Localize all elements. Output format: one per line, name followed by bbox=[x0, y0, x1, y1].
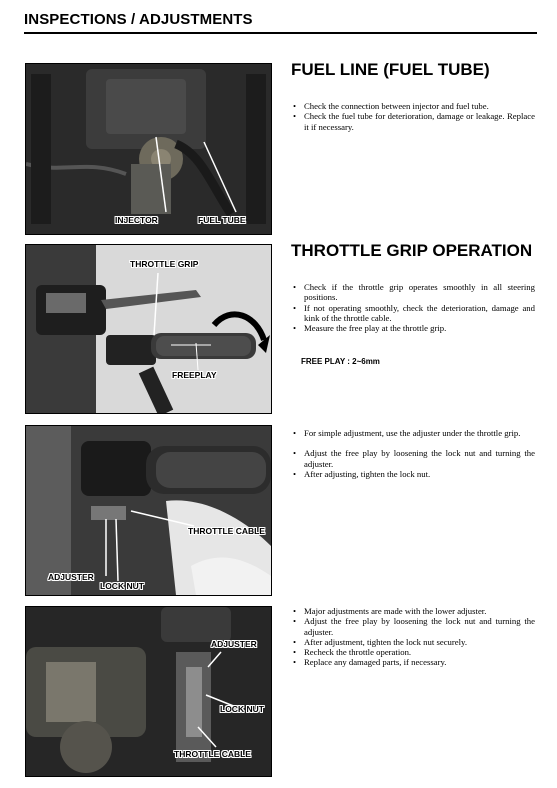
lock-nut-label: LOCK NUT bbox=[100, 581, 144, 591]
list-item: • Measure the free play at the throttle grip. bbox=[293, 323, 535, 333]
fuel-line-photo bbox=[25, 63, 272, 235]
major-adjust-bullets bbox=[293, 606, 535, 668]
list-item: • Replace any damaged parts, if necessary. bbox=[293, 657, 535, 667]
throttle-cable-label: THROTTLE CABLE bbox=[188, 526, 265, 536]
list-item: • After adjustment, tighten the lock nut securely. bbox=[293, 637, 535, 647]
fuel-line-illustration bbox=[26, 64, 271, 234]
list-item: • For simple adjustment, use the adjuster under the throttle grip. bbox=[293, 428, 535, 438]
list-item: • Check the fuel tube for deterioration, damage or leakage. Replace it if necessary. bbox=[293, 111, 535, 132]
page-title: INSPECTIONS / ADJUSTMENTS bbox=[24, 11, 253, 28]
list-item: • If not operating smoothly, check the deterioration, damage and kink of the throttle cable. bbox=[293, 303, 535, 324]
throttle-grip-title: THROTTLE GRIP OPERATION bbox=[291, 241, 533, 260]
freeplay-label: FREEPLAY bbox=[172, 370, 217, 380]
fuel-line-title: FUEL LINE (FUEL TUBE) bbox=[291, 60, 490, 79]
fuel-tube-label: FUEL TUBE bbox=[198, 215, 246, 225]
adjuster-label: ADJUSTER bbox=[48, 572, 94, 582]
throttle-cable-label: THROTTLE CABLE bbox=[174, 749, 251, 759]
throttle-grip-bullets bbox=[293, 282, 535, 333]
lock-nut-label: LOCK NUT bbox=[220, 704, 264, 714]
list-item: • Recheck the throttle operation. bbox=[293, 647, 535, 657]
simple-adjust-photo bbox=[25, 425, 272, 596]
list-item: • After adjusting, tighten the lock nut. bbox=[293, 469, 535, 479]
fuel-line-bullets bbox=[293, 101, 535, 132]
list-item: • Check if the throttle grip operates smoothly in all steering positions. bbox=[293, 282, 535, 303]
free-play-spec: FREE PLAY : 2~6mm bbox=[301, 357, 380, 366]
throttle-grip-photo bbox=[25, 244, 272, 414]
list-item: • Adjust the free play by loosening the lock nut and turning the adjuster. bbox=[293, 448, 535, 469]
injector-label: INJECTOR bbox=[115, 215, 158, 225]
throttle-grip-illustration bbox=[26, 245, 271, 413]
list-item: • Major adjustments are made with the lower adjuster. bbox=[293, 606, 535, 616]
page-header bbox=[24, 10, 537, 34]
major-adjust-photo bbox=[25, 606, 272, 777]
simple-adjust-bullets bbox=[293, 428, 535, 479]
simple-adjust-illustration bbox=[26, 426, 271, 595]
list-item: • Adjust the free play by loosening the lock nut and turning the adjuster. bbox=[293, 616, 535, 637]
list-item: • Check the connection between injector and fuel tube. bbox=[293, 101, 535, 111]
throttle-grip-label: THROTTLE GRIP bbox=[130, 259, 199, 269]
adjuster-label: ADJUSTER bbox=[211, 639, 257, 649]
